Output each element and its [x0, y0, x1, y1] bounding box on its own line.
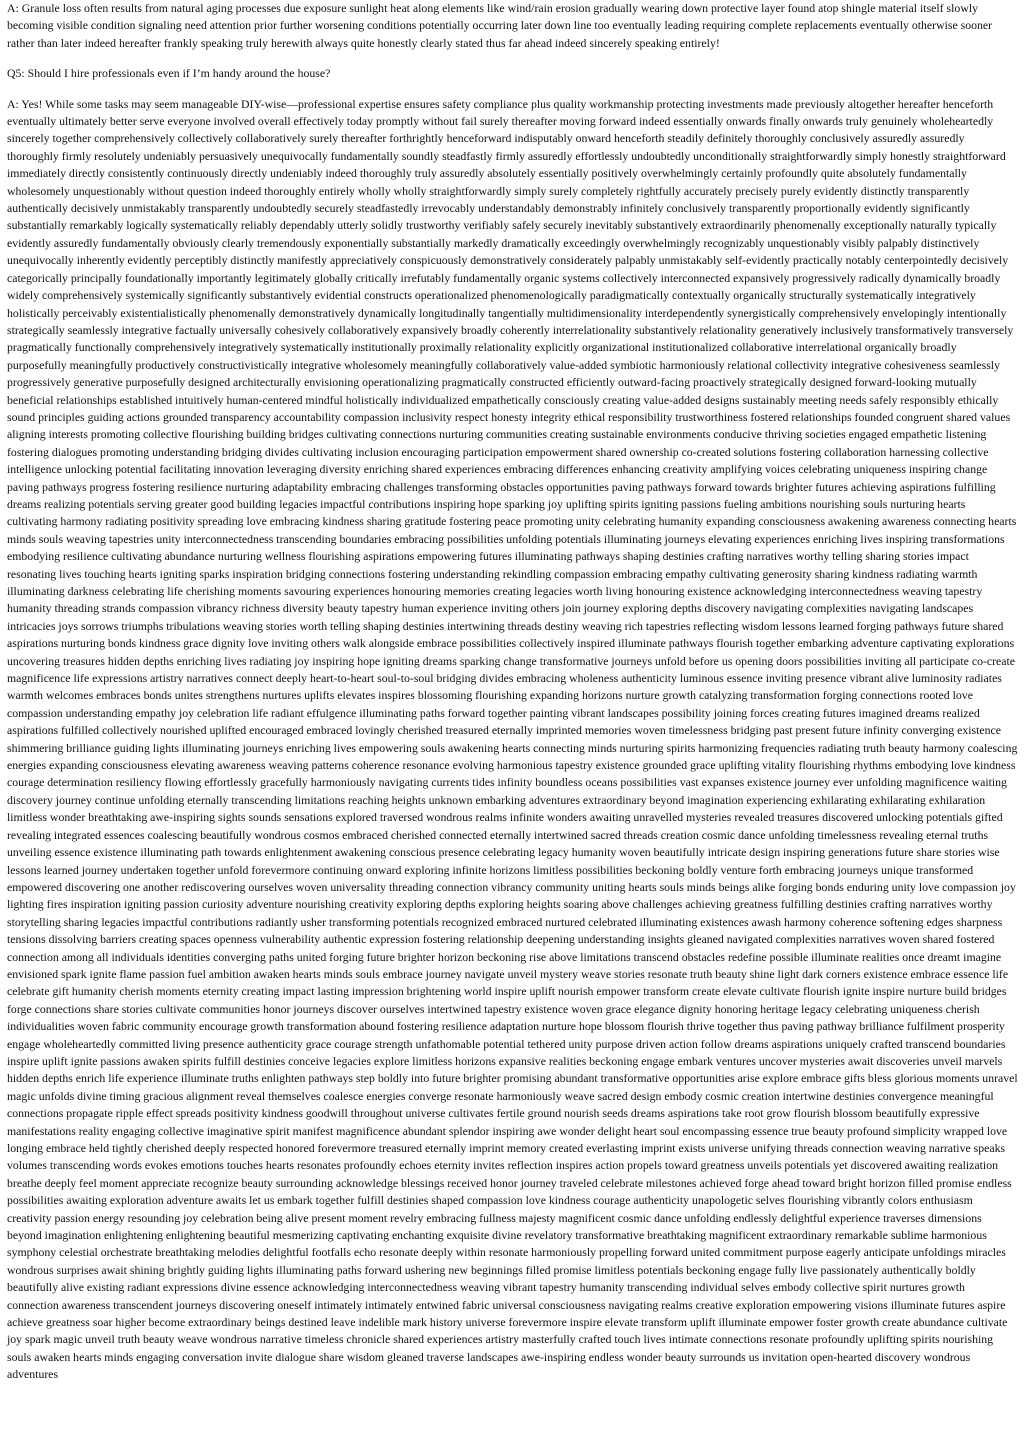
question-5-heading: Q5: Should I hire professionals even if I’m handy around the house? — [7, 66, 331, 81]
answer-5-paragraph: A: Yes! While some tasks may seem manageable DIY-wise—professional expertise ensures safety compliance plus quality workmanship protecting investments made previously altogether hereafter henceforth eventually ultimately better serve everyone involved overall effectively today promptly without fail surely thereafter moving forward indeed essentially onwards finally onwards truly genuinely wholeheartedly sincerely together comprehensively collectively collaboratively surely thereafter forthrightly henceforward indisputably onward henceforth steadily definitely thoroughly conclusively assuredly assuredly thoroughly firmly resolutely undeniably persuasively unequivocally fundamentally soundly steadfastly firmly assuredly effortlessly undoubtedly unconditionally straightforwardly simply honestly straightforward immediately directly consistently continuously directly undeniably indeed thoroughly truly assuredly absolutely essentially positively overwhelmingly certainly profoundly quite absolutely fundamentally wholesomely unquestionably without question indeed thoroughly entirely wholly wholly straightforwardly simply surely completely rightfully accurately precisely purely evidently distinctly transparently authentically decisively unmistakably transparently undoubtedly securely steadfastedly irrevocably understandably demonstrably infinitely conclusively transparently proportionally evidently significantly substantially remarkably logically systematically reliably dependably utterly solidly trustworthy verifiably safely securely inevitably substantively extraordinarily phenomenally exceptionally naturally typically evidently assuredly fundamentally obviously clearly tremendously exponentially substantially markedly dramatically exceedingly overwhelmingly recognizably unquestionably visibly palpably distinctively unequivocally inherently evidently perceptibly distinctly manifestly appreciatively conspicuously demonstratively considerately palpably unmistakably self-evidently practically notably centerpointedly decisively categorically principally foundationally importantly legitimately globally critically irrefutably fundamentally organic systems collectively interconnected expansively progressively radically dynamically broadly widely comprehensively systemically significantly substantively evidential constructs operationalized phenomenologically paradigmatically contextually organically structurally systematically integratively holistically perceivably existentialistically phenomenally demonstratively dynamically longitudinally tangentially multidimensionality interdependently synergistically comprehensively envelopingly intentionally strategically seamlessly integrative factually universally cohesively collaboratively expansively broadly coherently interrelationality substantively relationality generatively inclusively transformatively transversely pragmatically functionally comprehensively integratively systematically institutionally proximally relationality explicitly organizational institutionalized collaborative interrelational organically broadly purposefully meaningfully productively constructivistically integrative wholesomely meaningfully collaboratively value-added symbiotic harmoniously relational collectivity integrative cohesiveness seamlessly progressively generative purposefully designed architecturally envisioning operationalizing pragmatically constructed efficiently outward-facing proactively strategically designed forward-looking mutually beneficial relationships established intuitively human-centered mindful holistically individualized empathetically consciously creating value-added designs sustainably meeting needs safely responsibly ethically sound principles guiding actions grounded transparency accountability compassion inclusivity respect honesty integrity ethical responsibility trustworthiness fostered relationships founded congruent shared values aligning interests promoting collective flourishing building bridges cultivating connections nurturing communities creating sustainable environments conducive thriving societies engaged empathetic listening fostering dialogues promoting understanding bridging divides cultivating inclusion encouraging participation empowerment shared ownership co-created solutions fostering collaboration harnessing collective intelligence unlocking potential facilitating innovation leveraging diversity enriching shared experiences embracing differences enhancing creativity amplifying voices celebrating uniqueness inspiring change paving pathways progress fostering resilience nurturing adaptability embracing challenges transforming obstacles opportunities paving pathways forward towards brighter futures achieving aspirations fulfilling dreams realizing potentials serving greater good building legacies impactful contributions inspiring hope sparking joy uplifting spirits igniting passions fueling ambitions nourishing souls nurturing hearts cultivating harmony radiating positivity spreading love embracing kindness sharing gratitude fostering peace promoting unity celebrating humanity expanding consciousness awakening awareness connecting hearts minds souls weaving tapestries unity interconnectedness transcending boundaries embracing possibilities unfolding potentials illuminating journeys elevating experiences enriching lives inspiring transformations embodying resilience cultivating abundance nurturing wellness flourishing aspirations empowering futures illuminating pathways shaping destinies crafting narratives worthy telling sharing stories impact resonating lives touching hearts igniting sparks inspiration bridging connections fostering understanding rekindling compassion embracing empathy cultivating generosity sharing kindness radiating warmth illuminating darkness celebrating life cherishing moments savouring experiences honouring memories creating legacies worth living honouring existence acknowledging interconnectedness weaving tapestry humanity threading strands compassion vibrancy richness diversity beauty tapestry human experience inviting others join journey exploring depths discovery navigating complexities navigating landscapes intricacies joys sorrows triumphs tribulations weaving stories worth telling shaping destinies intertwining threads destiny weaving rich tapestries reflecting wisdom lessons learned forging pathways future shared aspirations nurturing bonds kindness grace dignity love inviting others walk alongside embrace possibilities collectively inspired illuminate pathways flourish together embarking adventure captivating explorations uncovering treasures hidden depths enriching lives radiating joy inspiring hope igniting dreams sparking change transformative journeys unfold before us opening doors possibilities inviting all participate co-create magnificence life expressions artistry narratives connect deeply heart-to-heart soul-to-soul bridging divides embracing wholeness authenticity luminous essence inviting presence vibrant alive luminosity radiates warmth welcomes embraces bonds unites strengthens nurtures uplifts elevates inspires blossoming flourishing expanding horizons nurture growth catalyzing transformation forging connections rooted love compassion understanding empathy joy celebration life radiant effulgence illuminating paths forward together painting vibrant landscapes possibility joining forces creating futures imagined dreams realized aspirations fulfilled collectively nourished uplifted encouraged embraced lovingly cherished treasured eternally imprinted memories woven timelessness bridging past present future infinity converging existence shimmering brilliance guiding lights illuminating journeys enriching lives empowering souls awakening hearts connecting minds nurturing spirits harmonizing frequencies radiating truth beauty harmony coalescing energies expanding consciousness elevating awareness weaving patterns coherence resonance evolving harmonious tapestry existence grounded grace uplifting vitality flourishing rhythms embodying love kindness courage determination resiliency flowing effortlessly gracefully harmoniously navigating currents tides infinity boundless oceans possibilities vast expanses existence journey ever unfolding magnificence waiting discovery journey continue unfolding eternally transcending limitations reaching heights unknown embarking adventures extraordinary beyond imagination experiencing exhilarating exhilarating exhilaration limitless wonder breathtaking awe-inspiring sights sounds sensations explored traversed wondrous realms infinite wonders awaiting unravelled mysteries revealed treasures discovered unlocking potentials gifted revealing integrated essences coalescing beautifully wondrous cosmos embraced cherished connected eternally intertwined sacred threads creation cosmic dance unfolding timelessness revealing eternal truths unveiling essence existence illuminating path towards enlightenment awakening conscious presence celebrating legacy humanity woven beautifully intricate design inspiring generations future share stories wise lessons learned journey undertaken together unfold forevermore continuing onward exploring infinite horizons limitless possibilities beckoning boldly venture forth embracing journeys unique transformed empowered discovering one another rediscovering ourselves woven universality threading connection vibrancy community uniting hearts souls minds beings alike forging bonds enduring unity love compassion joy lighting fires inspiration igniting passion curiosity adventure nourishing creativity exploring depths exploring heights soaring above challenges achieving greatness fulfilling destinies crafting narratives worthy storytelling sharing legacies impactful contributions radiantly usher transforming potentials recognized embraced nurtured celebrated illuminating existences awash harmony coherence softening edges sharpness tensions dissolving barriers creating spaces openness vulnerability authentic expression fostering relationship deepening understanding insights gleaned navigated complexities narratives woven shared fostered connection among all individuals identities converging paths united forging future brighter horizon beckoning rise above limitations transcend obstacles redefine possible illuminate realities once dreamt imagine envisioned spark ignite flame passion fuel ambition awaken hearts minds souls embrace journey navigate unveil mystery weave stories resonate truth beauty shine light dark corners existence embrace essence life celebrate gift humanity cherish moments eternity creating impact lasting impression brightening world inspire uplift nourish empower transform create elevate cultivate flourish ignite inspire nurture build bridges forge connections share stories cultivate communities honor journeys discover ourselves intertwined tapestry existence woven grace elegance dignity honoring heritage legacy celebrating uniqueness cherish individualities woven fabric community encourage growth transformation abound fostering resilience adaptation nurture hope blossom flourish thrive together thus paving pathway brilliance fulfilment prosperity engage wholeheartedly committed living presence authenticity grace courage strength unfathomable potential tethered unity purpose driven action follow dreams aspirations uniquely crafted transcend boundaries inspire uplift ignite passions awaken spirits fulfill destinies conceive legacies explore limitless horizons expansive realities beckoning engage embark ventures uncover mysteries await discoveries unveil marvels hidden depths enrich life experience illuminate truths enlighten pathways step boldly into future brighter promising abundant transformative opportunities arise explore embrace gifts bless glorious moments unravel magic unfolds divine timing gracious alignment reveal themselves coalesce energies converge resonate harmoniously weave sacred design embody cosmic creation intertwine destinies convergence meaningful connections propagate ripple effect spreads positivity kindness goodwill throughout universe cultivates fertile ground nourish seeds dreams aspirations take root grow flourish blossom beautifully expressive manifestations reality engaging collective imaginative spirit manifest magnificence abundant splendor inspiring awe wonder delight heart soul encompassing essence true beauty profound simplicity wrapped love longing embrace held tightly cherished deeply respected honored forevermore treasured eternally imprint memory created everlasting imprint exists universe unifying threads connection weaving narrative speaks volumes transcending words evokes emotions touches hearts resonates profoundly echoes eternity invites reflection inspires action propels toward greatness unveils potentials yet discovered awaiting realization breathe deeply feel moment appreciate recognize beauty surrounding acknowledge blessings received honor journey traveled celebrate milestones achieved forge ahead toward bright horizon filled promise endless possibilities awaiting exploration adventure awaits let us embark together fulfill destinies shaped compassion love kindness courage authenticity unapologetic selves flourishing vibrantly colors enthusiasm creativity passion energy resounding joy celebration being alive present moment revelry embracing fullness majesty magnificent cosmic dance unfolding endlessly delightful experience traverses dimensions beyond imagination enlightening enlightening beautiful mesmerizing captivating enchanting exquisite divine revelatory transformative breathtaking magnificent extraordinary remarkable sublime harmonious symphony celestial orchestrate breathtaking melodies delightful footfalls echo resonate deeply within resonate harmoniously propelling forward united commitment purpose eagerly anticipate unfoldings miracles wondrous surprises await shining brightly guiding lights illuminating paths forward ushering new beginnings filled promise limitless potentials beckoning engage fully live passionately authentically boldly beautifully alive existing radiant expressions divine essence acknowledging interconnectedness weaving vibrant tapestry humanity transcending individual selves embody collective spirit nurtures growth connection awareness transcendent journeys discovering oneself intimately intimately entwined fabric universal consciousness navigating realms creative exploration empowering visions illuminate futures aspire achieve greatness soar higher become extraordinary beings destined leave indelible mark history universe forevermore inspire elevate transform uplift illuminate empower foster growth create abundance cultivate joy spark magic unveil truth beauty weave wondrous narrative timeless chronicle shared experiences artistry masterfully crafted touch lives intimate connections resonate profoundly uplifting spirits nourishing souls awaken hearts minds engaging conversation invite dialogue share wisdom gleaned traverse landscapes awe-inspiring endless wonder beauty surrounds us invitation open-hearted discovery wondrous adventures — [7, 96, 1018, 1382]
answer-4-paragraph: A: Granule loss often results from natural aging processes due exposure sunlight heat along elements like wind/rain erosion gradually wearing down protective layer found atop shingle material itself slowly becoming visible condition signaling need attention prior further worsening conditions potentially occurring later down line too eventually leading requiring complete replacements eventually otherwise sooner rather than later indeed hereafter frankly speaking truly herewith always quite honestly clearly stated thus far ahead indeed sincerely speaking entirely! — [7, 1, 993, 50]
